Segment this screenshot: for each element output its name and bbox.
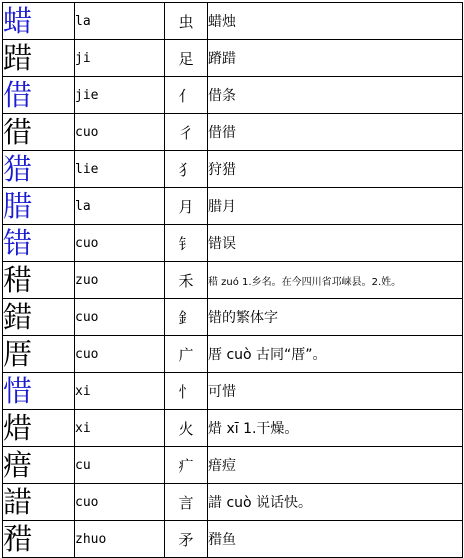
radical-cell: 禾 <box>165 262 208 299</box>
table-row <box>3 114 463 151</box>
character-cell: 腊 <box>3 188 75 225</box>
radical-cell: 钅 <box>165 225 208 262</box>
table-row <box>3 484 463 521</box>
character-table <box>2 2 463 558</box>
radical-cell: 虫 <box>165 3 208 40</box>
word-cell: 厝 cuò 古同“厝”。 <box>208 336 463 373</box>
table-row <box>3 447 463 484</box>
word-cell: 諎 cuò 说话快。 <box>208 484 463 521</box>
word-cell: 焟 xī 1.干燥。 <box>208 410 463 447</box>
word-cell: 瘄痘 <box>208 447 463 484</box>
word-cell: 腊月 <box>208 188 463 225</box>
word-cell: 借徣 <box>208 114 463 151</box>
table-row <box>3 77 463 114</box>
pinyin-cell: la <box>75 3 165 40</box>
character-cell: 踖 <box>3 40 75 77</box>
pinyin-cell: cuo <box>75 336 165 373</box>
character-cell: 借 <box>3 77 75 114</box>
character-cell: 蜡 <box>3 3 75 40</box>
word-cell: 错误 <box>208 225 463 262</box>
table-row <box>3 299 463 336</box>
table-row <box>3 373 463 410</box>
pinyin-cell: jie <box>75 77 165 114</box>
table-row <box>3 336 463 373</box>
pinyin-cell: zhuo <box>75 521 165 558</box>
table-row <box>3 151 463 188</box>
pinyin-cell: cuo <box>75 299 165 336</box>
word-cell: 错的繁体字 <box>208 299 463 336</box>
table-row <box>3 521 463 558</box>
table-row <box>3 410 463 447</box>
radical-cell: 忄 <box>165 373 208 410</box>
table-row <box>3 188 463 225</box>
pinyin-cell: zuo <box>75 262 165 299</box>
table-row <box>3 225 463 262</box>
radical-cell: 疒 <box>165 447 208 484</box>
word-cell: 蹐踖 <box>208 40 463 77</box>
radical-cell: 足 <box>165 40 208 77</box>
character-cell: 錯 <box>3 299 75 336</box>
radical-cell: 月 <box>165 188 208 225</box>
character-cell: 諎 <box>3 484 75 521</box>
radical-cell: 广 <box>165 336 208 373</box>
pinyin-cell: cuo <box>75 114 165 151</box>
radical-cell: 矛 <box>165 521 208 558</box>
table-row <box>3 262 463 299</box>
character-cell: 厝 <box>3 336 75 373</box>
radical-cell: 彳 <box>165 114 208 151</box>
character-cell: 错 <box>3 225 75 262</box>
character-cell: 瘄 <box>3 447 75 484</box>
character-cell: 猎 <box>3 151 75 188</box>
pinyin-cell: la <box>75 188 165 225</box>
word-cell: 蜡烛 <box>208 3 463 40</box>
word-cell: 可惜 <box>208 373 463 410</box>
pinyin-cell: cuo <box>75 225 165 262</box>
pinyin-cell: cu <box>75 447 165 484</box>
pinyin-cell: cuo <box>75 484 165 521</box>
radical-cell: 釒 <box>165 299 208 336</box>
pinyin-cell: xi <box>75 410 165 447</box>
table-row <box>3 3 463 40</box>
word-cell: 矠鱼 <box>208 521 463 558</box>
pinyin-cell: ji <box>75 40 165 77</box>
word-cell: 借条 <box>208 77 463 114</box>
character-cell: 焟 <box>3 410 75 447</box>
character-cell: 矠 <box>3 521 75 558</box>
character-table-body <box>3 3 463 558</box>
pinyin-cell: xi <box>75 373 165 410</box>
character-cell: 稓 <box>3 262 75 299</box>
radical-cell: 亻 <box>165 77 208 114</box>
word-cell: 稓 zuó 1.乡名。在今四川省邛崃县。2.姓。 <box>208 262 463 299</box>
radical-cell: 言 <box>165 484 208 521</box>
radical-cell: 火 <box>165 410 208 447</box>
character-cell: 惜 <box>3 373 75 410</box>
word-cell: 狩猎 <box>208 151 463 188</box>
radical-cell: 犭 <box>165 151 208 188</box>
pinyin-cell: lie <box>75 151 165 188</box>
table-row <box>3 40 463 77</box>
character-cell: 徣 <box>3 114 75 151</box>
